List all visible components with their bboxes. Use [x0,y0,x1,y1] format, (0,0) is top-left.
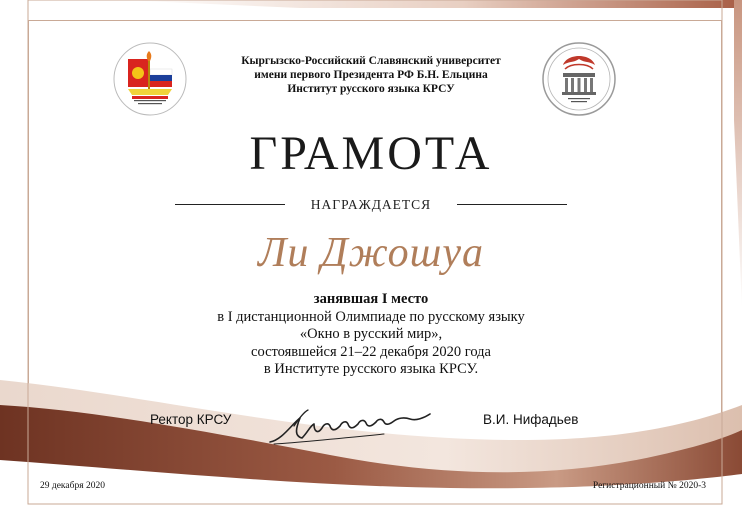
award-text-line-1: занявшая I место [313,291,429,307]
signatory-name: В.И. Нифадьев [483,412,579,427]
recipient-name: Ли Джошуа [257,230,485,276]
award-label: НАГРАЖДАЕТСЯ [310,197,432,212]
issue-date: 29 декабря 2020 [40,481,105,491]
award-row [175,196,567,216]
award-rule-right [457,204,567,205]
handwritten-signature [264,404,434,450]
registration-number: Регистрационный № 2020-3 [592,481,706,491]
award-text-line-5: в Институте русского языка КРСУ. [263,361,479,377]
award-text-line-2: в I дистанционной Олимпиаде по русскому языку [217,308,525,325]
university-header [185,54,557,96]
signatory-position: Ректор КРСУ [150,412,232,427]
award-text-line-4: состоявшейся 21–22 декабря 2020 года [251,343,491,360]
header-line-1: Кыргызско-Российский Славянский университет [241,55,501,67]
header-line-3: Институт русского языка КРСУ [287,83,455,95]
certificate-title: ГРАМОТА [249,127,493,180]
header-line-2: имени первого Президента РФ Б.Н. Ельцина [254,69,488,81]
krsu-university-emblem-icon [112,41,188,117]
award-text-line-3: «Окно в русский мир», [299,326,443,342]
award-text [100,291,642,379]
